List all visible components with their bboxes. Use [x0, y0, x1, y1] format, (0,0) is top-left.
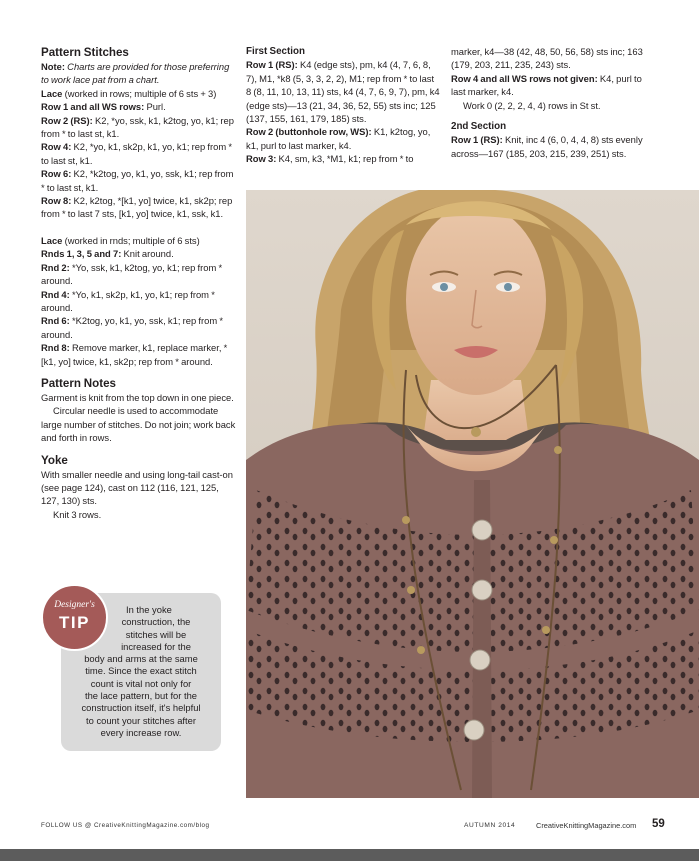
tip-line: to count your stitches after: [86, 714, 196, 726]
section-row: Row 4 and all WS rows not given: K4, purl to last marker, k4.: [451, 72, 642, 98]
lace-rows-intro: Lace (worked in rows; multiple of 6 sts + 3): [41, 87, 217, 99]
lace-rnd: Rnds 1, 3, 5 and 7: Knit around.: [41, 248, 174, 260]
column-right: [451, 45, 651, 160]
notes-paragraph: Garment is knit from the top down in one piece.: [41, 391, 234, 403]
lace-rnd: Rnd 6: *K2tog, yo, k1, yo, ssk, k1; rep from * around.: [41, 315, 224, 340]
footer-site: CreativeKnittingMagazine.com: [536, 821, 637, 830]
tip-line: construction, the: [121, 616, 191, 628]
lace-rnds-intro: Lace (worked in rnds; multiple of 6 sts): [41, 234, 200, 246]
tip-badge-small: Designer's: [54, 600, 95, 610]
lace-row: Row 2 (RS): K2, *yo, ssk, k1, k2tog, yo, k1; rep from * to last st, k1.: [41, 114, 234, 140]
lace-rnd: Rnd 8: Remove marker, k1, replace marker, *[k1, yo] twice, k1, sk2p; rep from * around.: [41, 342, 228, 367]
pattern-notes-heading: Pattern Notes: [41, 376, 116, 390]
page-number: 59: [652, 818, 665, 830]
lace-rnd: Rnd 4: *Yo, k1, sk2p, k1, yo, k1; rep from * around.: [41, 288, 215, 313]
yoke-paragraph: With smaller needle and using long-tail cast-on (see page 124), cast on 112 (116, 121, 125, 127, 130) sts.: [41, 468, 233, 507]
designer-tip-text: [66, 604, 216, 739]
model-illustration: [246, 190, 699, 798]
column-middle: [246, 45, 441, 166]
note-paragraph: Note: Charts are provided for those preferring to work lace pat from a chart.: [41, 61, 230, 86]
section-row: Row 3: K4, sm, k3, *M1, k1; rep from * to: [246, 153, 414, 165]
continued-text: marker, k4—38 (42, 48, 50, 56, 58) sts inc; 163 (179, 203, 211, 235, 243) sts.: [451, 46, 643, 71]
yoke-heading: Yoke: [41, 453, 68, 467]
lace-row: Row 1 and all WS rows: Purl.: [41, 101, 166, 113]
lace-row: Row 8: K2, k2tog, *[k1, yo] twice, k1, sk2p; rep from * to last 7 sts, [k1, yo] twice, k1, ssk, k1.: [41, 195, 233, 220]
footer-season: AUTUMN 2014: [464, 822, 516, 829]
lace-rnd: Rnd 2: *Yo, ssk, k1, k2tog, yo, k1; rep from * around.: [41, 261, 223, 287]
viewer-bottom-strip: [0, 849, 699, 861]
section-row: Row 1 (RS): Knit, inc 4 (6, 0, 4, 4, 8) sts evenly across—167 (185, 203, 215, 239, 251) sts.: [451, 134, 643, 159]
model-photo: [246, 190, 699, 798]
tip-line: the lace pattern, but for the: [84, 690, 198, 702]
yoke-paragraph: Knit 3 rows.: [53, 508, 102, 520]
tip-line: count is vital not only for: [90, 677, 192, 689]
pattern-stitches-heading: Pattern Stitches: [41, 46, 129, 59]
section-row: Row 2 (buttonhole row, WS): K1, k2tog, yo, k1, purl to last marker, k4.: [246, 126, 431, 151]
lace-row: Row 6: K2, *k2tog, yo, k1, yo, ssk, k1; rep from * to last st, k1.: [41, 168, 234, 193]
tip-line: every increase row.: [100, 726, 182, 738]
footer-follow: FOLLOW US @ CreativeKnittingMagazine.com/blog: [41, 822, 210, 829]
notes-paragraph: Circular needle is used to accommodate large number of stitches. Do not join; work back and forth in rows.: [41, 405, 236, 444]
tip-line: stitches will be: [125, 628, 187, 640]
tip-line: body and arms at the same: [84, 653, 198, 665]
column-left: [41, 45, 238, 521]
second-section-heading: 2nd Section: [451, 121, 507, 133]
tip-badge-big: TIP: [59, 613, 90, 632]
tip-line: construction itself, it's helpful: [81, 702, 201, 714]
work-paragraph: Work 0 (2, 2, 2, 4, 4) rows in St st.: [463, 99, 601, 111]
section-row: Row 1 (RS): K4 (edge sts), pm, k4 (4, 7, 6, 8, 7), M1, *k8 (5, 3, 3, 2, 2), M1; rep from * to last 8 (8, 11, 10, 13, 11) sts, k4 (4, 7, 6, 9, 7), pm, k4 (edge sts)—13 (21, 34, 36, 52, 55) sts inc; 125 (137, 155, 161, 179, 185) sts.: [246, 59, 440, 125]
first-section-heading: First Section: [246, 46, 305, 57]
tip-line: In the yoke: [126, 604, 172, 615]
tip-line: time. Since the exact stitch: [85, 665, 197, 677]
lace-row: Row 4: K2, *yo, k1, sk2p, k1, yo, k1; rep from * to last st, k1.: [41, 141, 232, 166]
tip-line: increased for the: [121, 640, 191, 652]
